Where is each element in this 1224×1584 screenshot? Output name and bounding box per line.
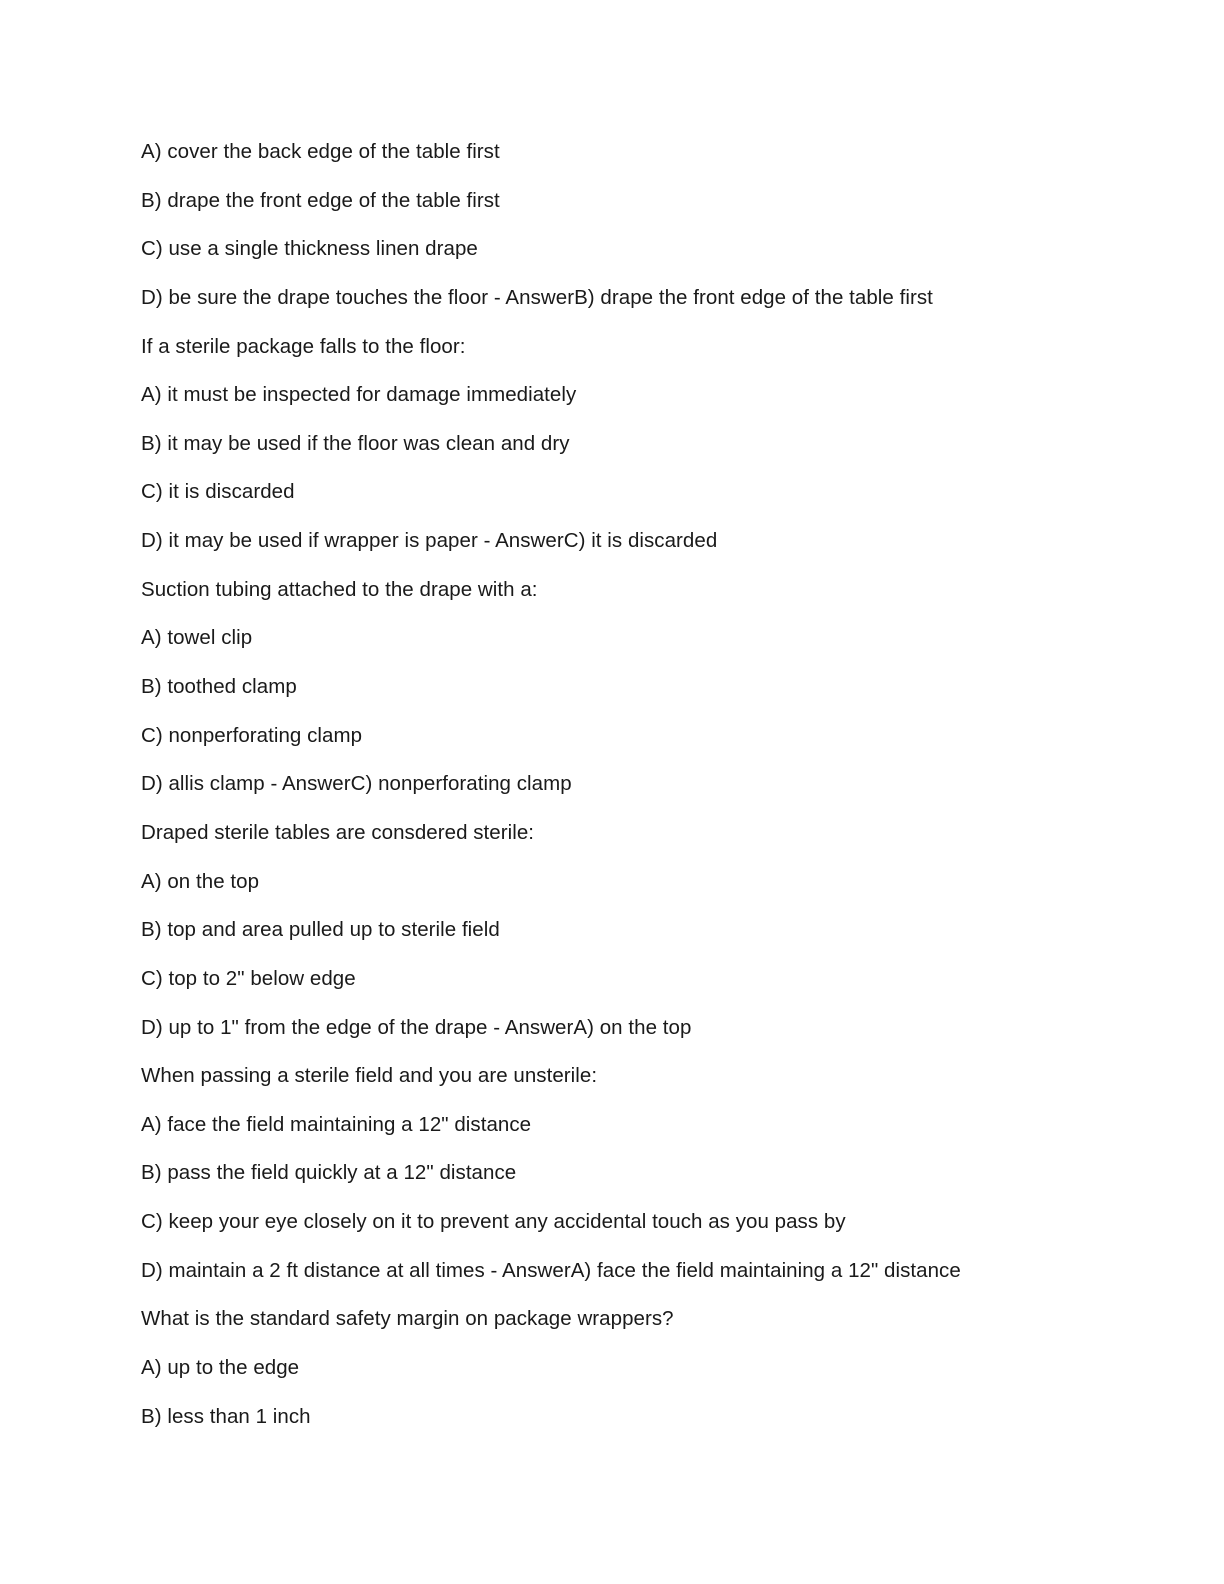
answer-option-with-key: D) allis clamp - AnswerC) nonperforating clamp xyxy=(141,772,572,796)
question: What is the standard safety margin on package wrappers? xyxy=(141,1307,674,1331)
answer-option: B) it may be used if the floor was clean and dry xyxy=(141,431,570,455)
answer-option-with-key: D) maintain a 2 ft distance at all times - AnswerA) face the field maintaining a 12" distance xyxy=(141,1258,961,1282)
answer-option: A) on the top xyxy=(141,869,260,893)
question: When passing a sterile field and you are unsterile: xyxy=(141,1064,598,1088)
answer-option: C) it is discarded xyxy=(141,480,295,504)
answer-option: B) less than 1 inch xyxy=(141,1404,311,1428)
answer-option-with-key: D) it may be used if wrapper is paper - AnswerC) it is discarded xyxy=(141,529,718,553)
answer-option: B) drape the front edge of the table first xyxy=(141,188,500,212)
document-body xyxy=(141,140,1141,1453)
answer-option-with-key: D) up to 1" from the edge of the drape - AnswerA) on the top xyxy=(141,1015,692,1039)
question: Draped sterile tables are consdered sterile: xyxy=(141,820,535,844)
answer-option: C) use a single thickness linen drape xyxy=(141,237,478,261)
answer-option: A) towel clip xyxy=(141,626,253,650)
answer-option: C) nonperforating clamp xyxy=(141,723,363,747)
answer-option: A) up to the edge xyxy=(141,1356,300,1380)
answer-option: C) keep your eye closely on it to prevent any accidental touch as you pass by xyxy=(141,1210,846,1234)
answer-option-with-key: D) be sure the drape touches the floor - AnswerB) drape the front edge of the table first xyxy=(141,285,933,309)
question: If a sterile package falls to the floor: xyxy=(141,334,466,358)
question: Suction tubing attached to the drape with a: xyxy=(141,577,538,601)
answer-option: A) face the field maintaining a 12" distance xyxy=(141,1112,532,1136)
answer-option: A) cover the back edge of the table first xyxy=(141,140,500,163)
answer-option: B) pass the field quickly at a 12" distance xyxy=(141,1161,517,1185)
answer-option: B) toothed clamp xyxy=(141,675,297,699)
answer-option: C) top to 2" below edge xyxy=(141,966,356,990)
answer-option: B) top and area pulled up to sterile field xyxy=(141,918,500,942)
answer-option: A) it must be inspected for damage immediately xyxy=(141,383,577,407)
